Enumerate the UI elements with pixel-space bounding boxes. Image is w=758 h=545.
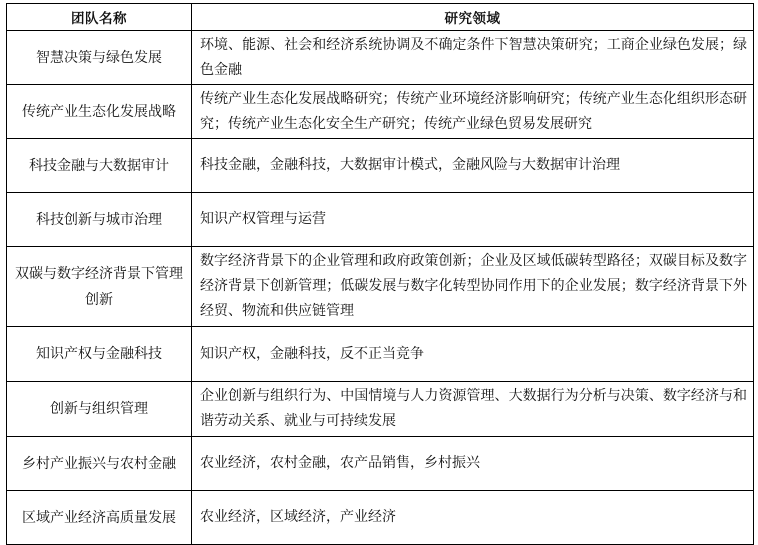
table-row <box>7 327 754 382</box>
research-field-cell: 知识产权，金融科技，反不正当竞争 <box>192 327 754 382</box>
table-row <box>7 382 754 437</box>
team-name-cell: 智慧决策与绿色发展 <box>7 31 192 85</box>
header-team-name: 团队名称 <box>7 4 192 31</box>
table-row <box>7 491 754 545</box>
table-row <box>7 31 754 85</box>
table-row <box>7 247 754 327</box>
research-field-cell: 数字经济背景下的企业管理和政府政策创新；企业及区域低碳转型路径；双碳目标及数字经济背景下创新管理；低碳发展与数字化转型协同作用下的企业发展；数字经济背景下外经贸、物流和供应链管理 <box>192 247 754 327</box>
research-teams-table <box>6 3 754 545</box>
research-field-cell: 农业经济，农村金融，农产品销售，乡村振兴 <box>192 437 754 491</box>
table-header-row <box>7 4 754 31</box>
research-field-cell: 环境、能源、社会和经济系统协调及不确定条件下智慧决策研究；工商企业绿色发展；绿色金融 <box>192 31 754 85</box>
research-field-cell: 知识产权管理与运营 <box>192 193 754 247</box>
research-field-cell: 企业创新与组织行为、中国情境与人力资源管理、大数据行为分析与决策、数字经济与和谐劳动关系、就业与可持续发展 <box>192 382 754 437</box>
team-name-cell: 科技金融与大数据审计 <box>7 139 192 193</box>
team-name-cell: 创新与组织管理 <box>7 382 192 437</box>
table-row <box>7 437 754 491</box>
research-field-cell: 传统产业生态化发展战略研究；传统产业环境经济影响研究；传统产业生态化组织形态研究；传统产业生态化安全生产研究；传统产业绿色贸易发展研究 <box>192 85 754 139</box>
table-row <box>7 193 754 247</box>
research-field-cell: 科技金融，金融科技，大数据审计模式，金融风险与大数据审计治理 <box>192 139 754 193</box>
header-research-field: 研究领域 <box>192 4 754 31</box>
research-field-cell: 农业经济，区域经济，产业经济 <box>192 491 754 545</box>
team-name-cell: 传统产业生态化发展战略 <box>7 85 192 139</box>
research-teams-table-container <box>6 3 753 545</box>
team-name-cell: 乡村产业振兴与农村金融 <box>7 437 192 491</box>
team-name-cell: 双碳与数字经济背景下管理创新 <box>7 247 192 327</box>
table-row <box>7 139 754 193</box>
table-row <box>7 85 754 139</box>
team-name-cell: 科技创新与城市治理 <box>7 193 192 247</box>
team-name-cell: 知识产权与金融科技 <box>7 327 192 382</box>
team-name-cell: 区域产业经济高质量发展 <box>7 491 192 545</box>
